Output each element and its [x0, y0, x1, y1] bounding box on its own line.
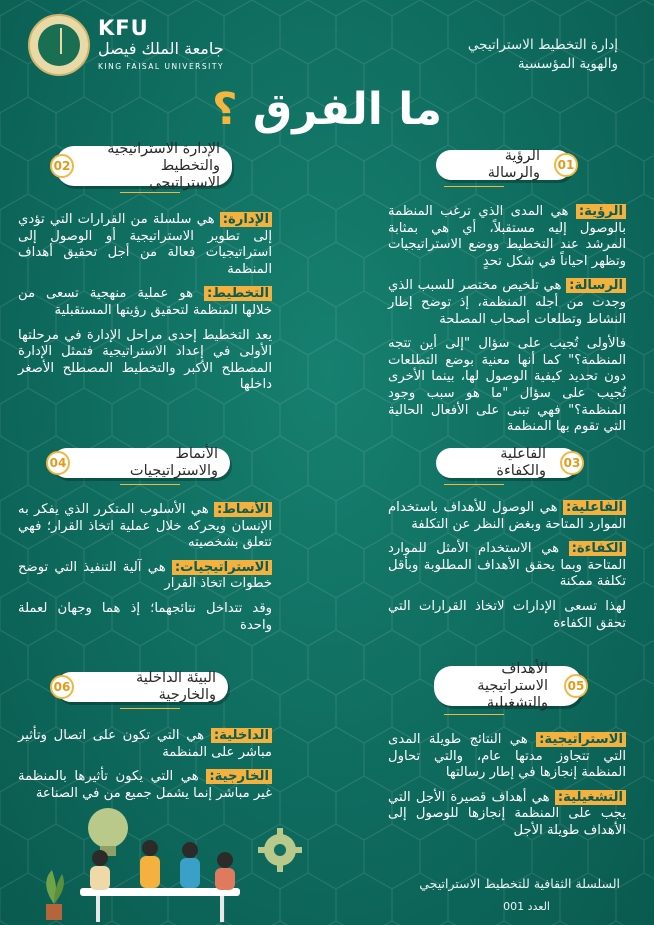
- plant-icon: [46, 870, 64, 920]
- section-heading-03: [436, 446, 581, 479]
- paragraph-text: يعد التخطيط إحدى مراحل الإدارة في مرحلتها الأولى في إعداد الاستراتيجية فتمثل الإدارة المصطلح الأكبر والتخطيط المصطلح الأصغر داخلها: [18, 327, 272, 393]
- section-heading-text: الرؤية والرسالة: [487, 148, 540, 181]
- section-body-04: [18, 502, 272, 642]
- paragraph: [18, 601, 272, 634]
- paragraph-text: هي التي تكون على اتصال وتأثير مباشر على المنظمة: [18, 728, 272, 760]
- section-number-badge: 02: [50, 154, 74, 178]
- section-heading-text: الفاعلية والكفاءة: [496, 446, 546, 479]
- paragraph-text: هي المدى الذي ترغب المنظمة بالوصول إليه مستقبلاً، أي هي بمثابة المرشد عند التخطيط ووضع الاستراتيجيات وتظهر احياناً في شكل تحدٍ: [388, 204, 626, 269]
- section-body-02: [18, 212, 272, 402]
- paragraph-text: هي تلخيص مختصر للسبب الذي وجدت من أجله المنظمة، إذ توضح إطار النشاط وتطلعات أصحاب المصلحة: [388, 278, 626, 327]
- section-heading-02: [53, 140, 232, 191]
- heading-connector-line: [120, 484, 180, 485]
- paragraph-text: هي آلية التنفيذ التي توضح خطوات اتخاذ القرار: [18, 559, 272, 592]
- paragraph-text: لهذا تسعى الإدارات لاتخاذ القرارات التي تحقق الكفاءة: [388, 598, 626, 631]
- paragraph-text: هي الاستخدام الأمثل للموارد المتاحة وبما يحقق الأهداف المطلوبة وبأقل تكلفة ممكنة: [388, 541, 626, 590]
- term-highlight: الرسالة:: [566, 278, 626, 293]
- paragraph-text: فالأولى تُجيب على سؤال "إلى أين تتجه المنظمة؟" كما أنها معنية بوضع التطلعات دون تحديد كيفية الوصول لها، بينما الأخرى تُجيب على سؤال "ما هو سبب وجود المنظمة؟" فهي تبنى على الأفعال الحالية التي تقوم بها المنظمة: [388, 336, 626, 435]
- paragraph: [388, 204, 626, 270]
- section-number-badge: 05: [564, 674, 588, 698]
- term-highlight: الكفاءة:: [569, 541, 626, 556]
- paragraph-text: هو عملية منهجية تسعى من خلالها المنظمة لتحقيق رؤيتها المستقبلية: [18, 286, 272, 318]
- section-body-03: [388, 500, 626, 640]
- heading-connector-line: [120, 192, 180, 193]
- section-number-badge: 04: [46, 451, 70, 475]
- paragraph-text: هي النتائج طويلة المدى التي تتجاوز مدتها عام، والتي تحاول المنظمة إنجازها في إطار رسالتها: [388, 732, 626, 781]
- paragraph-text: وقد تتداخل نتائجهما؛ إذ هما وجهان لعملة واحدة: [18, 600, 272, 633]
- paragraph: [18, 560, 272, 593]
- section-heading-text: البيئة الداخلية والخارجية: [136, 670, 216, 703]
- paragraph: [18, 286, 272, 319]
- paragraph: [388, 541, 626, 591]
- paragraph: [388, 732, 626, 782]
- paragraph: [18, 728, 272, 761]
- term-highlight: الخارجية:: [206, 769, 272, 784]
- question-mark-icon: ؟: [212, 84, 238, 135]
- paragraph: [18, 769, 272, 802]
- term-highlight: التشغيلية:: [555, 790, 626, 805]
- term-highlight: الرؤية:: [576, 204, 626, 219]
- section-number-badge: 06: [50, 675, 74, 699]
- department-name: [378, 36, 618, 74]
- paragraph: [18, 212, 272, 278]
- paragraph: [388, 500, 626, 533]
- paragraph: [388, 336, 626, 436]
- section-heading-05: [434, 660, 585, 711]
- heading-connector-line: [444, 484, 504, 485]
- page-title: [0, 84, 654, 135]
- section-heading-04: [49, 446, 230, 479]
- team-illustration-icon: [40, 800, 310, 925]
- paragraph: [18, 328, 272, 394]
- term-highlight: الإدارة:: [220, 212, 272, 227]
- section-body-01: [388, 204, 626, 444]
- issue-number: العدد 001: [503, 900, 550, 913]
- paragraph-text: هي سلسلة من القرارات التي تؤدي إلى تطوير الاستراتيجية أو الوصول إلى استراتيجيات فعالة من أجل تحقيق أهداف المنظمة: [18, 212, 272, 277]
- heading-connector-line: [444, 714, 504, 715]
- heading-connector-line: [120, 708, 180, 709]
- paragraph-text: هي الأسلوب المتكرر الذي يفكر به الإنسان ويحركه خلال عملية اتخاذ القرار؛ فهي تتعلق بشخصيته: [18, 502, 272, 551]
- heading-connector-line: [444, 186, 504, 187]
- section-heading-text: الأهداف الاستراتيجية والتشغيلية: [477, 660, 548, 711]
- logo-arabic-name: جامعة الملك فيصل: [98, 39, 224, 58]
- term-highlight: التخطيط:: [204, 286, 272, 301]
- series-name: السلسلة الثقافية للتخطيط الاستراتيجي: [419, 876, 620, 891]
- paragraph-text: هي الوصول للأهداف باستخدام الموارد المتاحة وبغض النظر عن التكلفة: [388, 500, 626, 532]
- term-highlight: الفاعلية:: [563, 500, 626, 515]
- department-line-2: والهوية المؤسسية: [517, 56, 618, 72]
- paragraph: [388, 790, 626, 840]
- section-number-badge: 03: [560, 451, 584, 475]
- term-highlight: الأنماط:: [214, 502, 272, 517]
- section-body-06: [18, 728, 272, 810]
- section-number-badge: 01: [554, 153, 578, 177]
- paragraph: [388, 278, 626, 328]
- paragraph-text: هي أهداف قصيرة الأجل التي يجب على المنظمة إنجازها للوصول إلى الأهداف طويلة الأجل: [388, 789, 626, 838]
- section-heading-text: الأنماط والاستراتيجيات: [129, 446, 218, 479]
- lightbulb-icon: [88, 808, 128, 856]
- university-seal-icon: [28, 14, 90, 76]
- title-text: ما الفرق: [252, 84, 442, 135]
- section-heading-01: [436, 148, 575, 181]
- logo-english-name: KING FAISAL UNIVERSITY: [98, 62, 225, 71]
- logo-acronym: KFU: [98, 16, 149, 40]
- paragraph: [388, 599, 626, 632]
- section-body-05: [388, 732, 626, 848]
- section-heading-06: [53, 670, 228, 703]
- paragraph: [18, 502, 272, 552]
- department-line-1: إدارة التخطيط الاستراتيجي: [467, 37, 618, 53]
- university-logo: [28, 12, 228, 78]
- section-heading-text: الإدارة الاستراتيجية والتخطيط الاستراتيجي: [107, 140, 220, 191]
- paragraph-text: هي التي يكون تأثيرها بالمنظمة غير مباشر إنما يشمل جميع من في الصناعة: [18, 769, 272, 801]
- term-highlight: الداخلية:: [211, 728, 272, 743]
- term-highlight: الاستراتيجيات:: [172, 560, 272, 575]
- gear-icon: [258, 828, 302, 872]
- term-highlight: الاستراتيجية:: [536, 732, 626, 747]
